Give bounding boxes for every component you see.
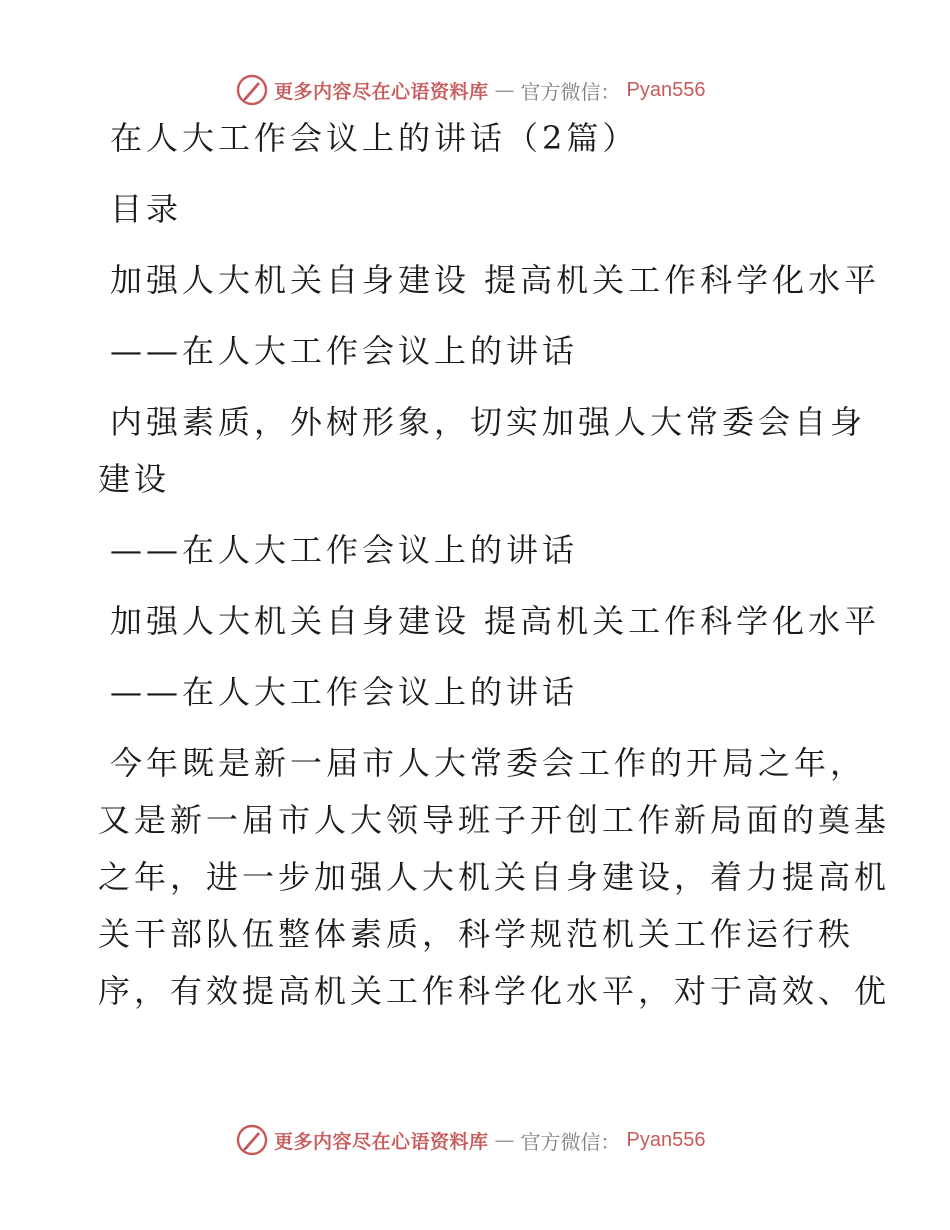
- document-title: 在人大工作会议上的讲话（2篇）: [110, 119, 639, 157]
- section-subtitle: ——在人大工作会议上的讲话: [110, 673, 579, 711]
- toc-item: 加强人大机关自身建设 提高机关工作科学化水平: [110, 261, 881, 299]
- watermark-id: Pyan556: [626, 1128, 706, 1151]
- header-watermark: [236, 72, 705, 108]
- section-title: 加强人大机关自身建设 提高机关工作科学化水平: [110, 602, 881, 640]
- watermark-text: 更多内容尽在心语资料库: [274, 80, 489, 103]
- watermark-separator: —: [494, 1128, 515, 1152]
- paragraph-line: 关干部队伍整体素质，科学规范机关工作运行秩: [98, 915, 855, 953]
- quill-logo-icon: [236, 74, 268, 106]
- toc-item: ——在人大工作会议上的讲话: [110, 332, 579, 370]
- watermark-label: 官方微信：: [520, 1129, 621, 1154]
- toc-item: 内强素质，外树形象，切实加强人大常委会自身: [110, 403, 867, 441]
- document-body: [98, 118, 891, 1028]
- watermark-id: Pyan556: [626, 78, 706, 101]
- paragraph-line: 序，有效提高机关工作科学化水平，对于高效、优: [98, 972, 891, 1010]
- footer-watermark: [236, 1122, 705, 1158]
- body-paragraph: [98, 743, 891, 1011]
- watermark-separator: —: [494, 78, 515, 102]
- paragraph-line: 之年，进一步加强人大机关自身建设，着力提高机: [98, 858, 891, 896]
- paragraph-line: 又是新一届市人大领导班子开创工作新局面的奠基: [98, 801, 891, 839]
- toc-heading: 目录: [110, 190, 183, 228]
- toc-item: ——在人大工作会议上的讲话: [110, 531, 579, 569]
- quill-logo-icon: [236, 1124, 268, 1156]
- watermark-text: 更多内容尽在心语资料库: [274, 1130, 489, 1153]
- toc-item: 建设: [98, 460, 171, 498]
- watermark-label: 官方微信：: [520, 79, 621, 104]
- paragraph-line: 今年既是新一届市人大常委会工作的开局之年，: [110, 744, 867, 782]
